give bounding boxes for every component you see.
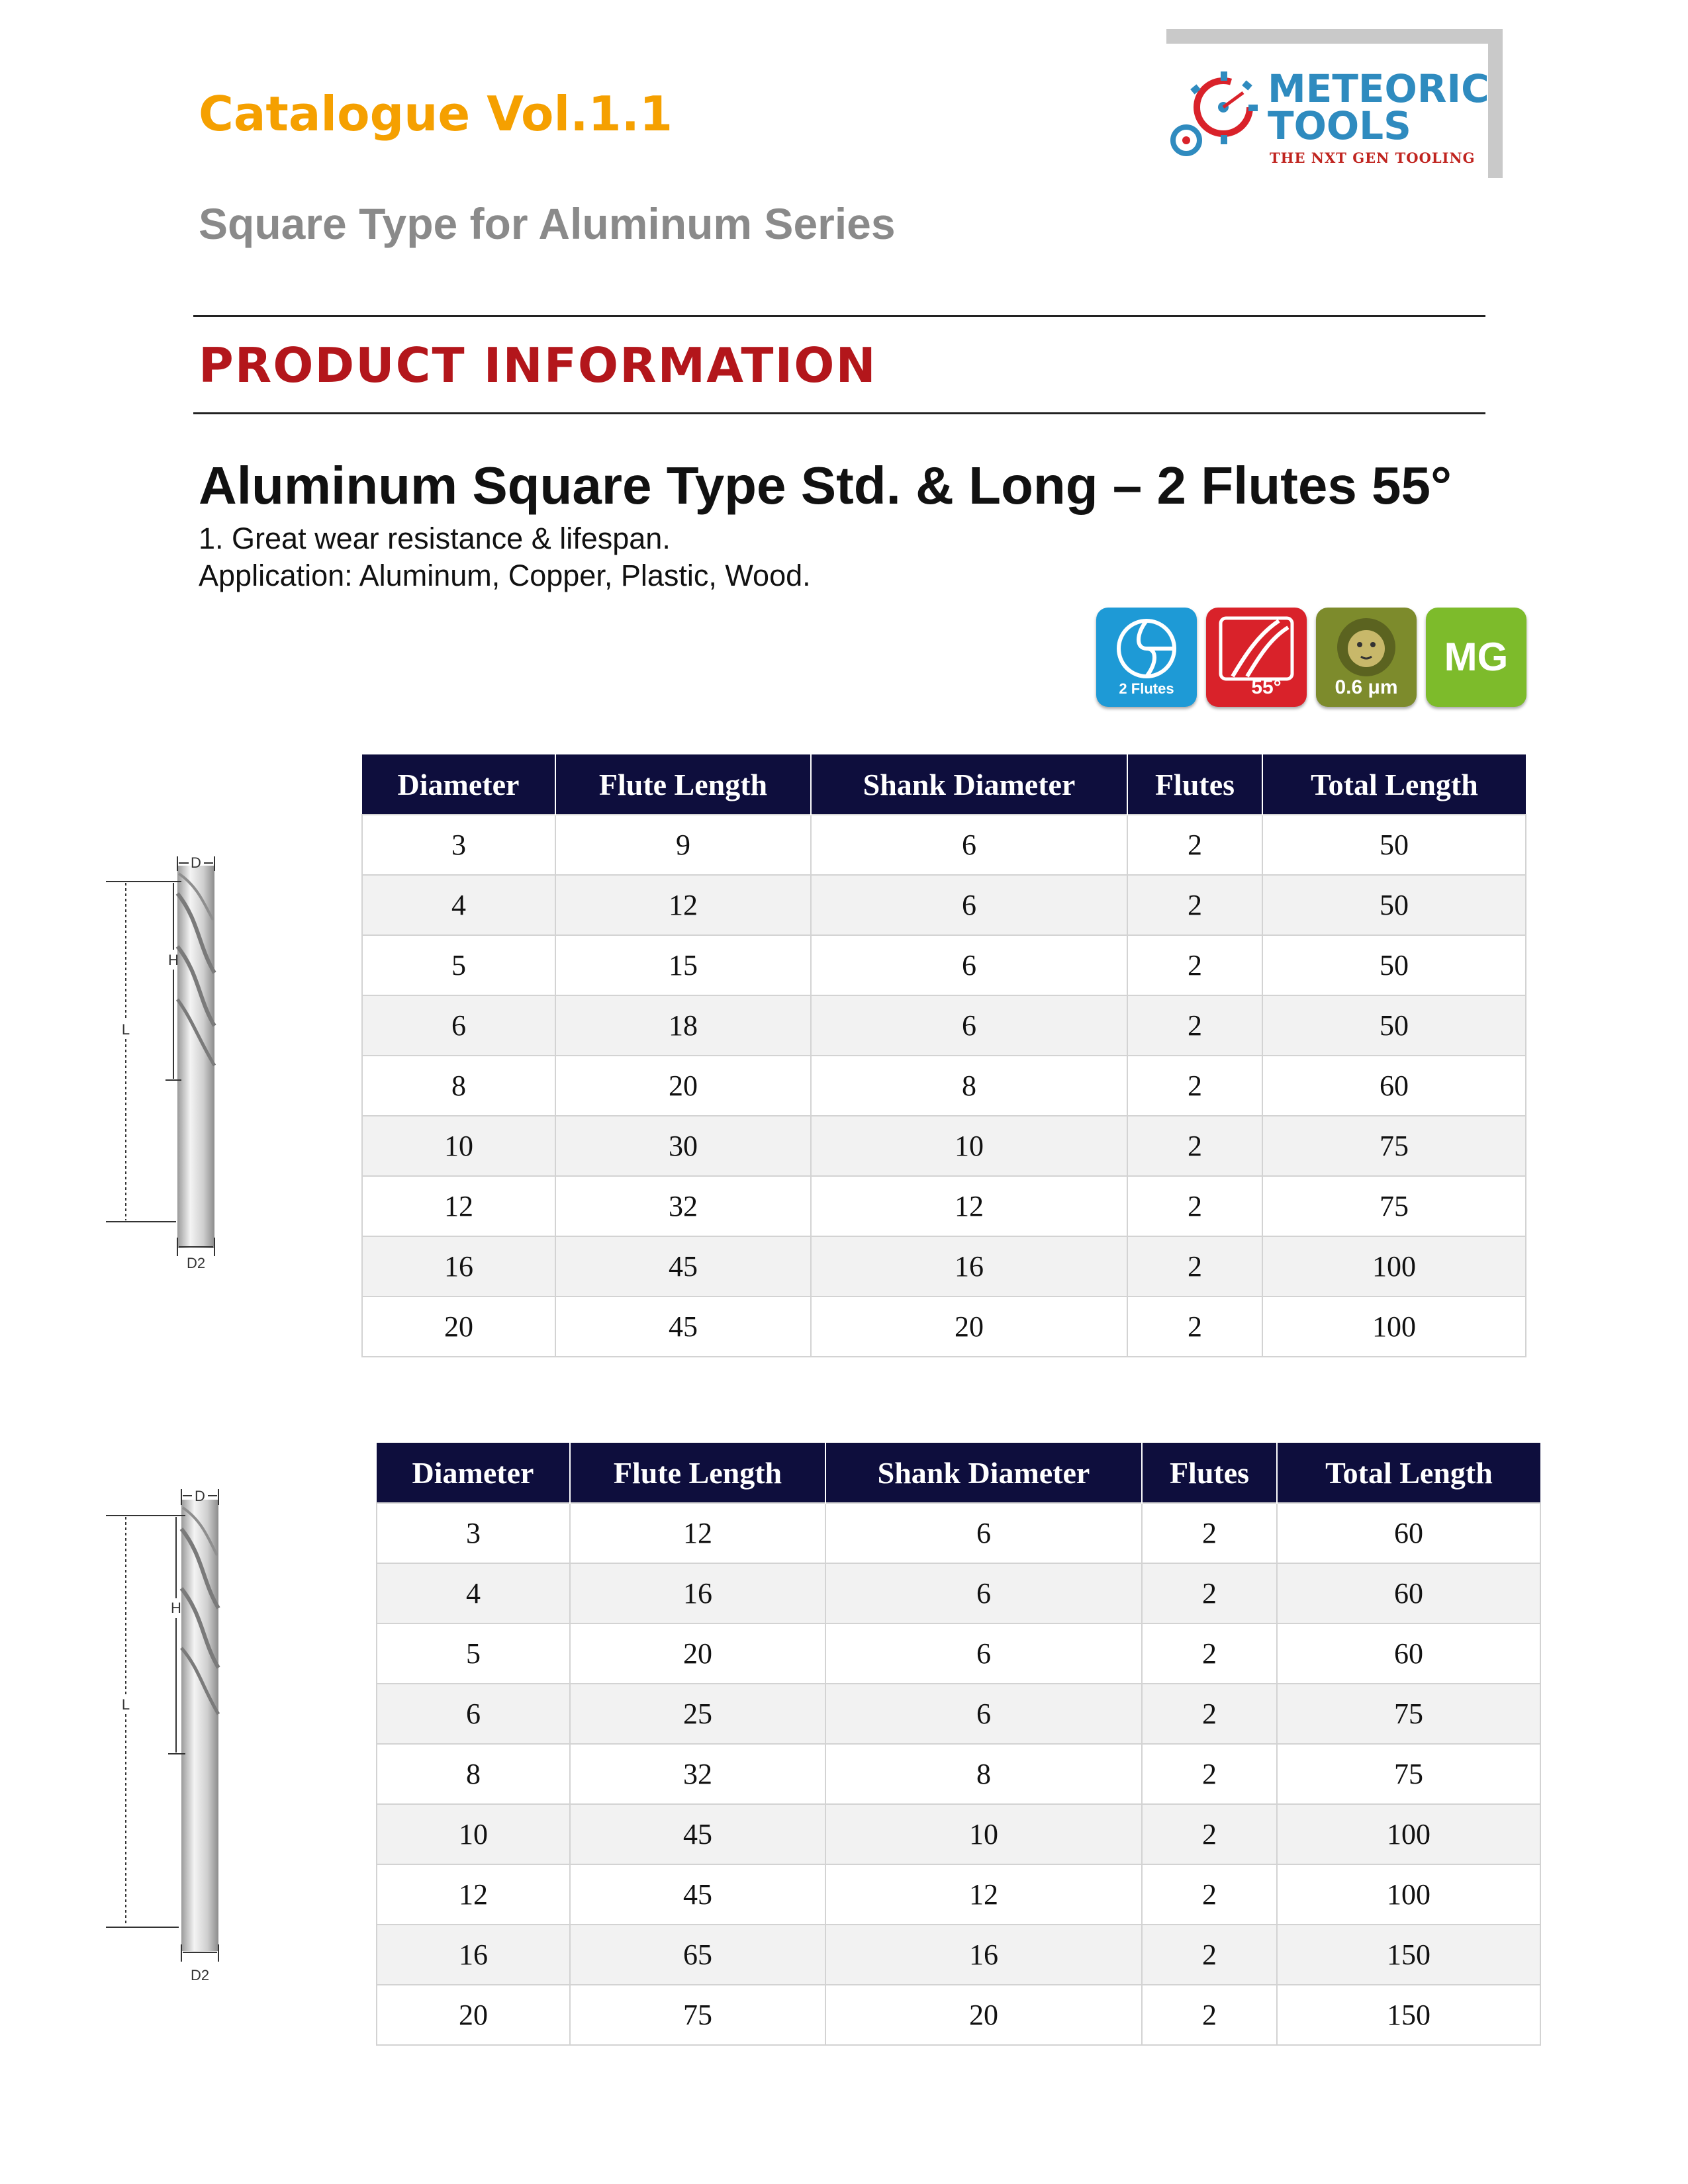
dim-l-label: L <box>121 1696 130 1713</box>
logo-tagline: THE NXT GEN TOOLING <box>1270 150 1476 166</box>
cell-flutes: 2 <box>1127 1297 1262 1357</box>
divider-bottom <box>193 412 1485 414</box>
cell-flute-length: 32 <box>570 1744 825 1804</box>
cell-diameter: 20 <box>377 1985 570 2045</box>
cell-diameter: 16 <box>377 1925 570 1985</box>
cell-total-length: 150 <box>1277 1985 1540 2045</box>
series-title: Square Type for Aluminum Series <box>199 199 896 248</box>
mg-grade-icon: MG <box>1444 635 1509 679</box>
table-row <box>362 1176 1526 1236</box>
col-flute-length: Flute Length <box>555 754 811 815</box>
feature-text: 1. Great wear resistance & lifespan. <box>199 522 671 555</box>
logo-frame-top <box>1166 29 1503 44</box>
table-row <box>377 1744 1540 1804</box>
cell-flutes: 2 <box>1142 1985 1277 2045</box>
cell-shank-diameter: 6 <box>825 1684 1142 1744</box>
logo-name-line2: TOOLS <box>1268 103 1411 148</box>
cell-flutes: 2 <box>1142 1623 1277 1684</box>
cell-shank-diameter: 6 <box>811 995 1127 1056</box>
logo-name-line1: METEORIC <box>1268 66 1489 111</box>
cell-total-length: 150 <box>1277 1925 1540 1985</box>
cell-flutes: 2 <box>1127 1116 1262 1176</box>
col-shank-diameter: Shank Diameter <box>811 754 1127 815</box>
cell-shank-diameter: 8 <box>825 1744 1142 1804</box>
catalogue-title: Catalogue Vol.1.1 <box>199 86 673 142</box>
table-row <box>377 1623 1540 1684</box>
gear-logo-icon <box>1165 66 1264 165</box>
cell-total-length: 100 <box>1262 1236 1526 1297</box>
cell-diameter: 10 <box>377 1804 570 1864</box>
badge-label: 55° <box>1251 676 1282 698</box>
cell-flute-length: 12 <box>555 875 811 935</box>
cell-diameter: 5 <box>362 935 555 995</box>
cell-flutes: 2 <box>1142 1804 1277 1864</box>
cell-shank-diameter: 12 <box>825 1864 1142 1925</box>
table-row <box>362 1056 1526 1116</box>
badge-label: 2 Flutes <box>1119 680 1174 697</box>
cell-diameter: 6 <box>377 1684 570 1744</box>
badge-grain-size <box>1316 608 1417 707</box>
end-mill-diagram-std <box>99 847 271 1271</box>
cell-total-length: 50 <box>1262 815 1526 875</box>
dim-d-label: D <box>191 854 201 871</box>
cell-flute-length: 15 <box>555 935 811 995</box>
cell-total-length: 100 <box>1262 1297 1526 1357</box>
cell-diameter: 20 <box>362 1297 555 1357</box>
table-header-row <box>362 754 1526 815</box>
cell-shank-diameter: 6 <box>811 815 1127 875</box>
cell-flute-length: 45 <box>570 1864 825 1925</box>
cell-flute-length: 75 <box>570 1985 825 2045</box>
logo-name <box>1268 66 1489 148</box>
long-length-table <box>376 1443 1541 2046</box>
col-shank-diameter: Shank Diameter <box>825 1443 1142 1503</box>
cell-diameter: 12 <box>377 1864 570 1925</box>
dim-d2-label: D2 <box>190 1967 210 1983</box>
table-row <box>377 1985 1540 2045</box>
cell-shank-diameter: 10 <box>825 1804 1142 1864</box>
col-flutes: Flutes <box>1127 754 1262 815</box>
cell-total-length: 60 <box>1262 1056 1526 1116</box>
badge-helix-angle <box>1206 608 1307 707</box>
section-heading: PRODUCT INFORMATION <box>199 338 877 393</box>
cell-shank-diameter: 16 <box>811 1236 1127 1297</box>
cell-flutes: 2 <box>1127 875 1262 935</box>
cell-flutes: 2 <box>1127 1176 1262 1236</box>
cell-shank-diameter: 10 <box>811 1116 1127 1176</box>
cell-flutes: 2 <box>1127 1236 1262 1297</box>
badge-two-flutes <box>1096 608 1197 707</box>
std-length-table <box>361 754 1526 1357</box>
table-row <box>362 815 1526 875</box>
cell-flutes: 2 <box>1142 1563 1277 1623</box>
cell-flute-length: 20 <box>555 1056 811 1116</box>
cell-shank-diameter: 20 <box>825 1985 1142 2045</box>
cell-diameter: 8 <box>362 1056 555 1116</box>
table-row <box>362 995 1526 1056</box>
table-row <box>377 1684 1540 1744</box>
col-diameter: Diameter <box>362 754 555 815</box>
badge-mg-grade <box>1426 608 1526 707</box>
cell-flute-length: 30 <box>555 1116 811 1176</box>
dim-d2-label: D2 <box>186 1255 206 1271</box>
table-row <box>362 875 1526 935</box>
cell-flute-length: 20 <box>570 1623 825 1684</box>
cell-total-length: 100 <box>1277 1864 1540 1925</box>
cell-total-length: 50 <box>1262 935 1526 995</box>
cell-total-length: 60 <box>1277 1563 1540 1623</box>
cell-total-length: 50 <box>1262 875 1526 935</box>
col-flute-length: Flute Length <box>570 1443 825 1503</box>
cell-shank-diameter: 16 <box>825 1925 1142 1985</box>
logo-frame-right <box>1488 29 1503 178</box>
table-row <box>362 1297 1526 1357</box>
cell-diameter: 4 <box>377 1563 570 1623</box>
cell-flutes: 2 <box>1142 1744 1277 1804</box>
col-total-length: Total Length <box>1262 754 1526 815</box>
cell-flute-length: 45 <box>555 1297 811 1357</box>
product-title: Aluminum Square Type Std. & Long – 2 Flutes 55° <box>199 456 1452 515</box>
cell-shank-diameter: 6 <box>825 1623 1142 1684</box>
cell-flutes: 2 <box>1142 1684 1277 1744</box>
table-row <box>362 1116 1526 1176</box>
dim-d-label: D <box>195 1488 205 1504</box>
table-row <box>377 1563 1540 1623</box>
cell-diameter: 3 <box>377 1503 570 1563</box>
cell-flute-length: 65 <box>570 1925 825 1985</box>
cell-total-length: 75 <box>1262 1116 1526 1176</box>
col-total-length: Total Length <box>1277 1443 1540 1503</box>
cell-diameter: 16 <box>362 1236 555 1297</box>
cell-total-length: 60 <box>1277 1503 1540 1563</box>
cell-flutes: 2 <box>1127 815 1262 875</box>
cell-flute-length: 32 <box>555 1176 811 1236</box>
badge-label: 0.6 μm <box>1335 676 1398 698</box>
cell-flute-length: 16 <box>570 1563 825 1623</box>
cell-shank-diameter: 12 <box>811 1176 1127 1236</box>
cell-flute-length: 12 <box>570 1503 825 1563</box>
table-row <box>377 1503 1540 1563</box>
cell-flutes: 2 <box>1127 995 1262 1056</box>
table-row <box>362 935 1526 995</box>
cell-shank-diameter: 6 <box>811 875 1127 935</box>
cell-flute-length: 9 <box>555 815 811 875</box>
cell-total-length: 60 <box>1277 1623 1540 1684</box>
cell-diameter: 10 <box>362 1116 555 1176</box>
cell-diameter: 4 <box>362 875 555 935</box>
cell-diameter: 5 <box>377 1623 570 1684</box>
cell-shank-diameter: 6 <box>825 1563 1142 1623</box>
cell-flute-length: 25 <box>570 1684 825 1744</box>
divider-top <box>193 315 1485 317</box>
cell-diameter: 3 <box>362 815 555 875</box>
col-flutes: Flutes <box>1142 1443 1277 1503</box>
dim-l-label: L <box>121 1021 130 1038</box>
table-row <box>362 1236 1526 1297</box>
cell-flutes: 2 <box>1142 1503 1277 1563</box>
table-row <box>377 1804 1540 1864</box>
cell-flutes: 2 <box>1142 1864 1277 1925</box>
cell-shank-diameter: 6 <box>811 935 1127 995</box>
cell-shank-diameter: 8 <box>811 1056 1127 1116</box>
table-header-row <box>377 1443 1540 1503</box>
application-text: Application: Aluminum, Copper, Plastic, Wood. <box>199 559 811 592</box>
cell-total-length: 75 <box>1277 1684 1540 1744</box>
cell-diameter: 12 <box>362 1176 555 1236</box>
table-row <box>377 1925 1540 1985</box>
cell-shank-diameter: 6 <box>825 1503 1142 1563</box>
cell-flutes: 2 <box>1127 1056 1262 1116</box>
dim-h-label: H <box>168 952 179 968</box>
cell-total-length: 100 <box>1277 1804 1540 1864</box>
cell-total-length: 75 <box>1262 1176 1526 1236</box>
cell-total-length: 75 <box>1277 1744 1540 1804</box>
cell-flute-length: 18 <box>555 995 811 1056</box>
end-mill-diagram-long <box>99 1476 271 1992</box>
col-diameter: Diameter <box>377 1443 570 1503</box>
cell-diameter: 8 <box>377 1744 570 1804</box>
cell-diameter: 6 <box>362 995 555 1056</box>
dim-h-label: H <box>171 1600 181 1616</box>
cell-total-length: 50 <box>1262 995 1526 1056</box>
table-row <box>377 1864 1540 1925</box>
cell-flute-length: 45 <box>570 1804 825 1864</box>
cell-flutes: 2 <box>1142 1925 1277 1985</box>
cell-shank-diameter: 20 <box>811 1297 1127 1357</box>
cell-flutes: 2 <box>1127 935 1262 995</box>
cell-flute-length: 45 <box>555 1236 811 1297</box>
